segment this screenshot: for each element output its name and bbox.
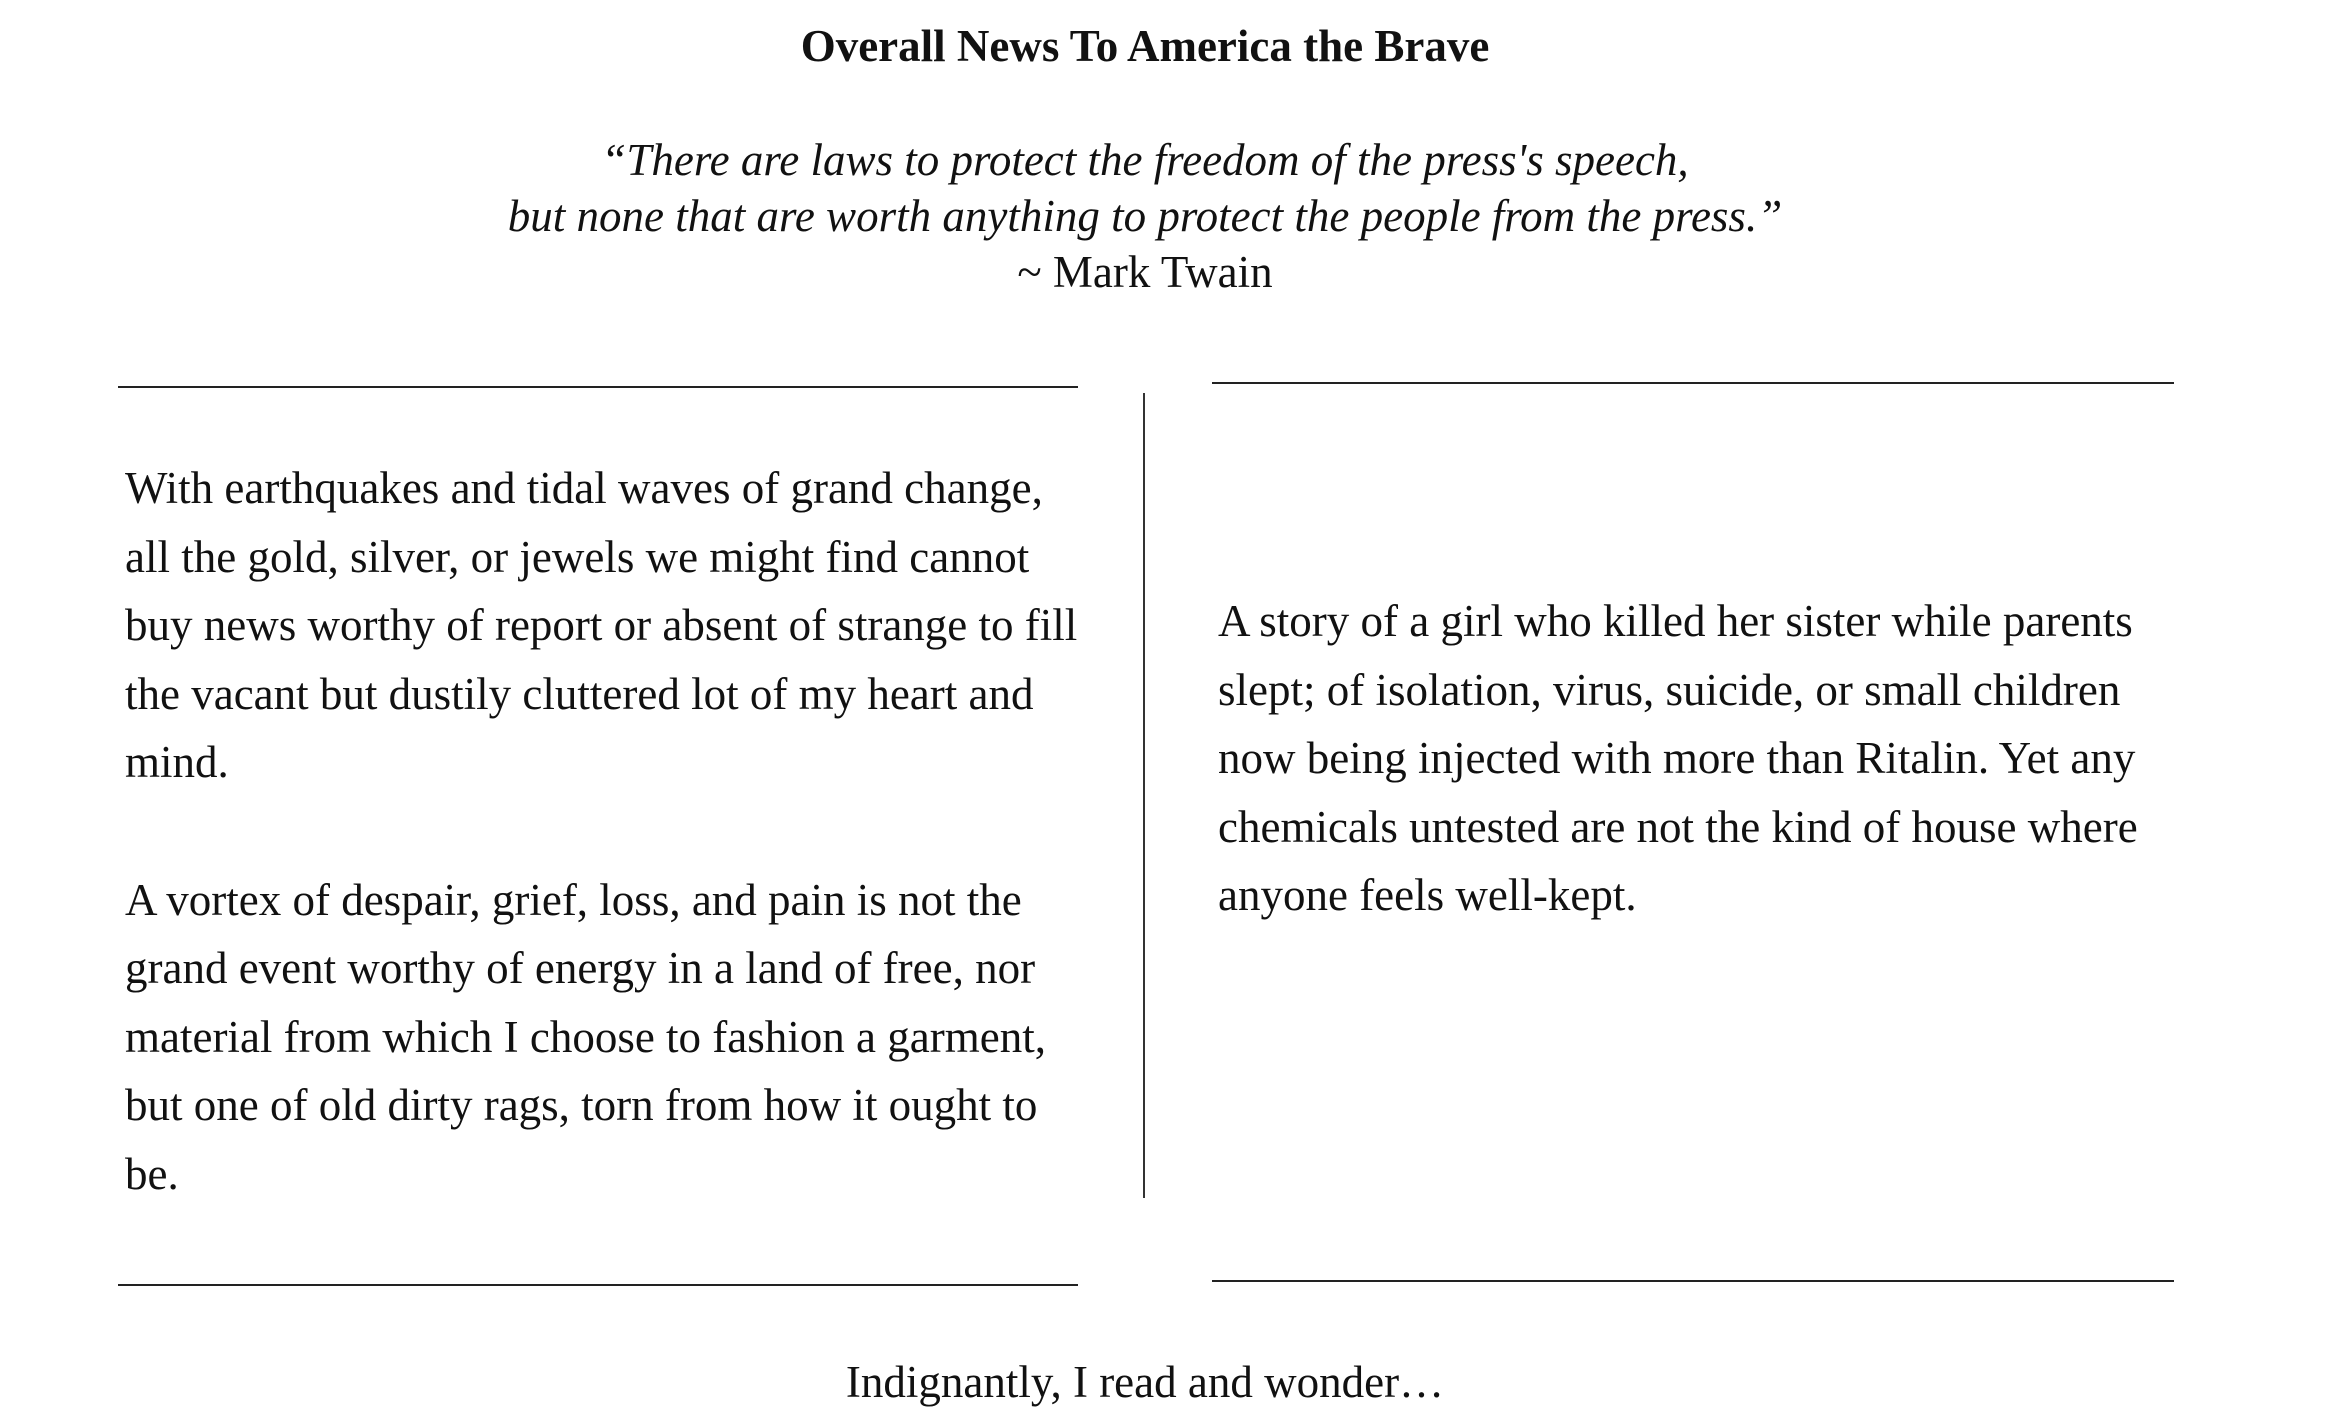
closing-line: Indignantly, I read and wonder… — [845, 1357, 1445, 1407]
right-paragraph-1: A story of a girl who killed her sister while parents slept; of isolation, virus, suicide, or small children now being injected with more than Ritalin. Yet any chemicals untested are not the kind of house where anyone feels well-kept. — [1218, 596, 2138, 920]
right-column — [1218, 587, 2198, 930]
epigraph-line-1: “There are laws to protect the freedom of the press's speech, — [601, 135, 1689, 185]
left-paragraph-1: With earthquakes and tidal waves of grand change, all the gold, silver, or jewels we might find cannot buy news worthy of report or absent of strange to fill the vacant but dustily cluttered lot of my heart and mind. — [125, 463, 1078, 787]
top-right-divider — [1212, 382, 2174, 384]
top-left-divider — [118, 386, 1078, 388]
document-title: Overall News To America the Brave — [800, 21, 1490, 71]
bottom-left-divider — [118, 1284, 1078, 1286]
column-divider — [1143, 393, 1145, 1198]
epigraph-line-2: but none that are worth anything to protect the people from the press.” — [507, 191, 1783, 241]
epigraph — [0, 132, 2290, 300]
left-column — [125, 454, 1085, 1208]
bottom-right-divider — [1212, 1280, 2174, 1282]
epigraph-attribution: ~ Mark Twain — [1017, 247, 1273, 297]
left-paragraph-2: A vortex of despair, grief, loss, and pain is not the grand event worthy of energy in a land of free, nor material from which I choose to fashion a garment, but one of old dirty rags, torn from how it ought to be. — [125, 874, 1046, 1199]
